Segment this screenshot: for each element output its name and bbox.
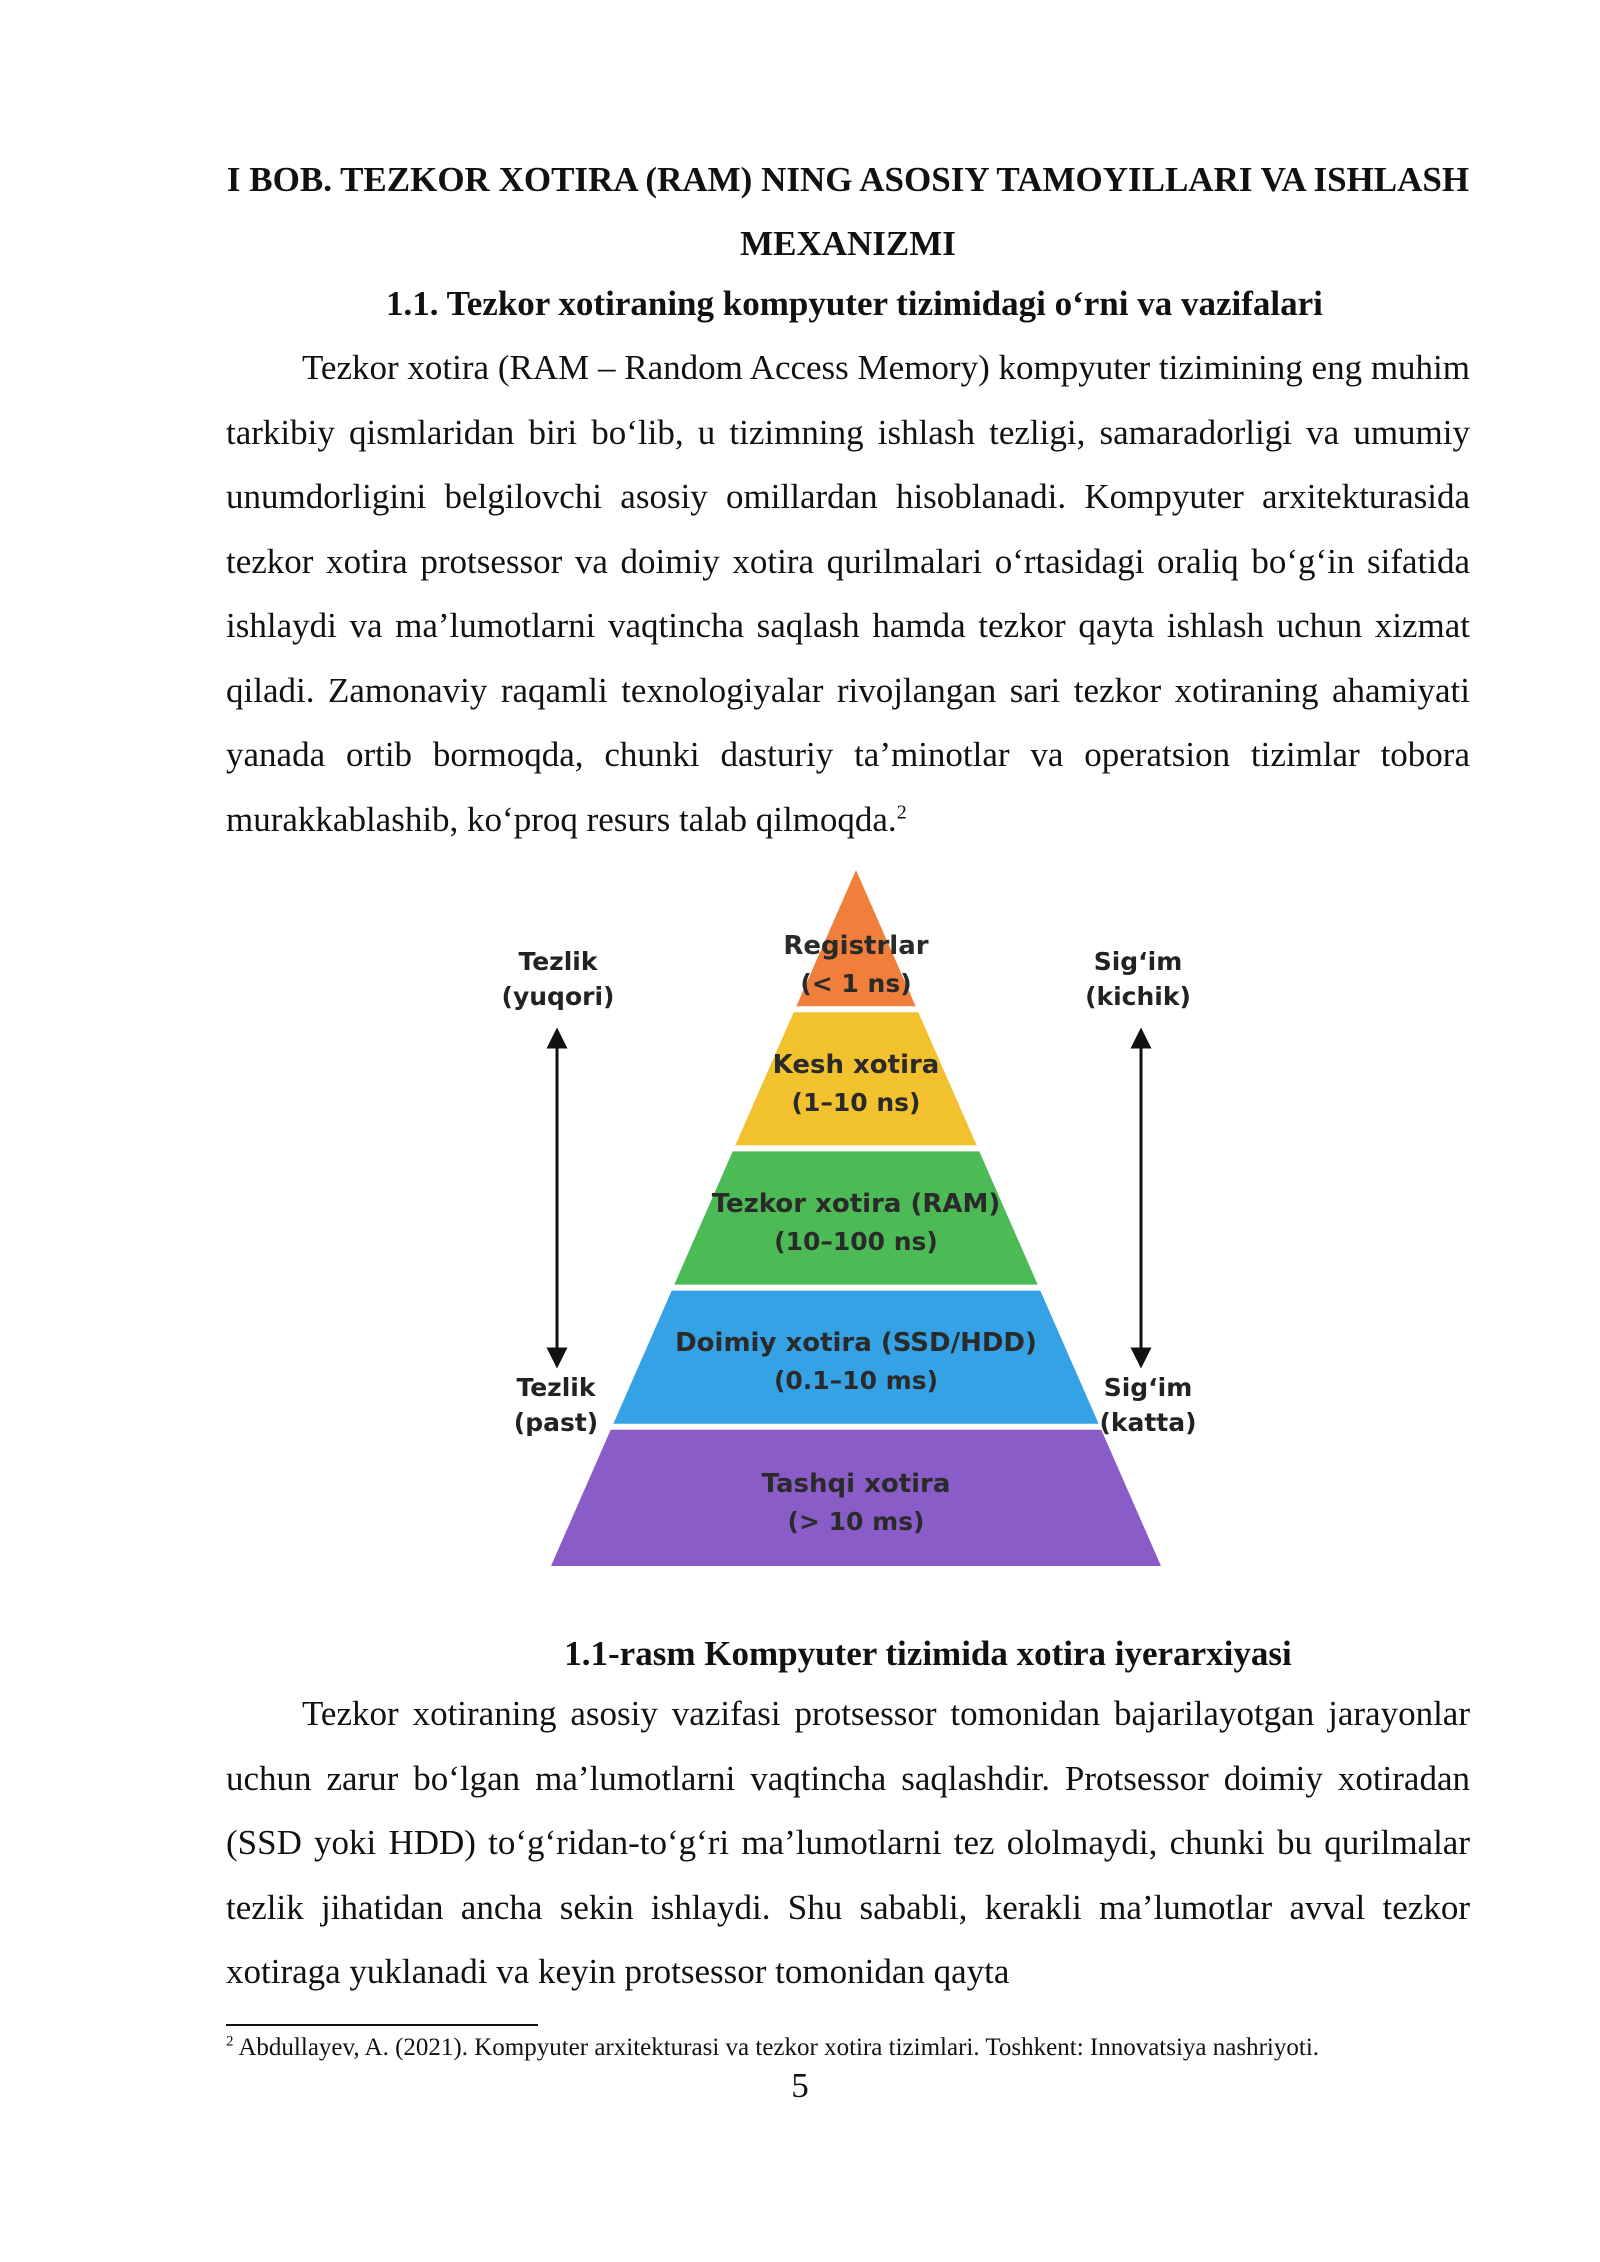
right-top-label-line2: (kichik) bbox=[1085, 982, 1191, 1011]
tier-4-latency: (0.1–10 ms) bbox=[773, 1366, 939, 1396]
left-bottom-label-line2: (past) bbox=[513, 1408, 599, 1437]
section-title: 1.1. Tezkor xotiraning kompyuter tizimidagi o‘rni va vazifalari bbox=[386, 284, 1323, 323]
right-bottom-label-line2: (katta) bbox=[1099, 1408, 1197, 1437]
right-top-label-line1: Sig‘im bbox=[1093, 947, 1183, 976]
footnote-reference: 2 bbox=[896, 800, 907, 823]
tier-5-latency: (> 10 ms) bbox=[787, 1506, 925, 1536]
right-bottom-label-line1: Sig‘im bbox=[1103, 1373, 1193, 1402]
paragraph-1-text: Tezkor xotira (RAM – Random Access Memory) kompyuter tizimining eng muhim tarkibiy qismlaridan biri bo‘lib, u tizimning ishlash tezligi, samaradorligi va umumiy unumdorligini belgilovchi asosiy omillardan hisoblanadi. Kompyuter arxitekturasida tezkor xotira protsessor va doimiy xotira qurilmalari o‘rtasidagi oraliq bo‘g‘in sifatida ishlaydi va ma’lumotlarni vaqtincha saqlash hamda tezkor qayta ishlash uchun xizmat qiladi. Zamonaviy raqamli texnologiyalar rivojlangan sari tezkor xotiraning ahamiyati yanada ortib bormoqda, chunki dasturiy ta’minotlar va operatsion tizimlar tobora murakkablashib, ko‘proq resurs talab qilmoqda. bbox=[226, 348, 1470, 839]
paragraph-2: Tezkor xotiraning asosiy vazifasi protsessor tomonidan bajarilayotgan jarayonlar uchun zarur bo‘lgan ma’lumotlarni vaqtincha saqlashdir. Protsessor doimiy xotiradan (SSD yoki HDD) to‘g‘ridan-to‘g‘ri ma’lumotlarni tez ololmaydi, chunki bu qurilmalar tezlik jihatidan ancha sekin ishlaydi. Shu sababli, kerakli ma’lumotlar avval tezkor xotiraga yuklanadi va keyin protsessor tomonidan qayta bbox=[226, 1694, 1470, 1991]
tier-5-name: Tashqi xotira bbox=[761, 1468, 951, 1499]
pyramid bbox=[551, 870, 1161, 1566]
left-top-label-line1: Tezlik bbox=[518, 947, 598, 976]
page-number: 5 bbox=[791, 2066, 809, 2105]
left-bottom-label-line1: Tezlik bbox=[516, 1373, 596, 1402]
tier-2-name: Kesh xotira bbox=[772, 1049, 940, 1080]
memory-hierarchy-figure bbox=[500, 858, 1200, 1578]
paragraph-1 bbox=[226, 336, 1470, 852]
tier-4-name: Doimiy xotira (SSD/HDD) bbox=[675, 1328, 1037, 1359]
left-top-label-line2: (yuqori) bbox=[501, 982, 615, 1011]
figure-caption: 1.1-rasm Kompyuter tizimida xotira iyerarxiyasi bbox=[564, 1634, 1292, 1673]
memory-hierarchy-diagram bbox=[500, 858, 1200, 1578]
footnote-separator bbox=[226, 2024, 538, 2026]
footnote-number: 2 bbox=[226, 2033, 234, 2050]
tier-3-latency: (10–100 ns) bbox=[774, 1227, 938, 1256]
tier-1-latency: (< 1 ns) bbox=[800, 969, 912, 999]
footnote-text: Abdullayev, A. (2021). Kompyuter arxitekturasi va tezkor xotira tizimlari. Toshkent: Innovatsiya nashriyoti. bbox=[238, 2034, 1320, 2061]
tier-1-name: Registrlar bbox=[783, 931, 929, 962]
tier-3-name: Tezkor xotira (RAM) bbox=[711, 1189, 1001, 1219]
chapter-title: I BOB. TEZKOR XOTIRA (RAM) NING ASOSIY TAMOYILLARI VA ISHLASH MEXANIZMI bbox=[226, 160, 1470, 263]
tier-2-latency: (1–10 ns) bbox=[791, 1087, 921, 1117]
